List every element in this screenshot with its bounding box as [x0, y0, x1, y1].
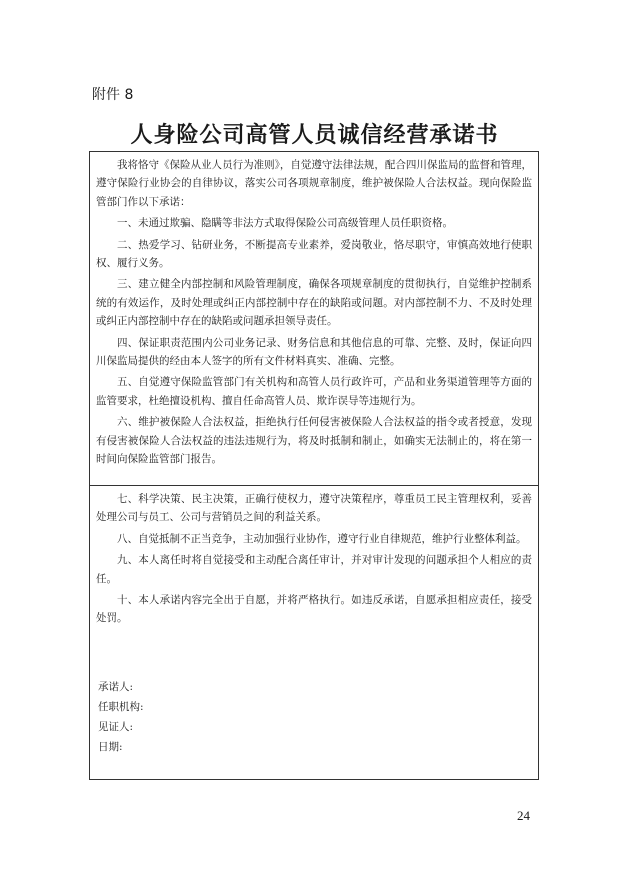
commitment-item-8: 八、自觉抵制不正当竞争，主动加强行业协作，遵守行业自律规范，维护行业整体利益。 — [117, 532, 527, 545]
page-number: 24 — [517, 808, 530, 823]
commitments-box-2 — [89, 485, 539, 780]
promisor-label: 承诺人: — [98, 681, 134, 693]
witness-label: 见证人: — [98, 721, 134, 733]
commitments-box-1 — [89, 151, 539, 486]
commitment-item-9: 九、本人离任时将自觉接受和主动配合离任审计，并对审计发现的问题承担个人相应的责任。 — [96, 554, 532, 585]
commitment-item-4: 四、保证职责范围内公司业务记录、财务信息和其他信息的可靠、完整、及时，保证向四川保监局提供的经由本人签字的所有文件材料真实、准确、完整。 — [96, 336, 532, 368]
intro-paragraph: 我将恪守《保险从业人员行为准则》，自觉遵守法律法规，配合四川保监局的监督和管理，遵守保险行业协会的自律协议，落实公司各项规章制度，维护被保险人合法权益。现向保险监管部门作以下承诺： — [96, 159, 532, 208]
organization-label: 任职机构: — [98, 701, 144, 713]
commitment-item-2: 二、热爱学习、钻研业务，不断提高专业素养，爱岗敬业，恪尽职守，审慎高效地行使职权、履行义务。 — [96, 238, 532, 270]
document-title: 人身险公司高管人员诚信经营承诺书 — [130, 122, 499, 148]
commitment-item-3: 三、建立健全内部控制和风险管理制度，确保各项规章制度的贯彻执行，自觉维护控制系统的有效运作，及时处理或纠正内部控制中存在的缺陷或问题。对内部控制不力、不及时处理或纠正内部控制中存在的缺陷或问题承担领导责任。 — [96, 278, 532, 328]
commitment-item-1: 一、未通过欺骗、隐瞒等非法方式取得保险公司高级管理人员任职资格。 — [117, 217, 453, 230]
commitment-item-10: 十、本人承诺内容完全出于自愿，并将严格执行。如违反承诺，自愿承担相应责任，接受处罚。 — [96, 594, 532, 625]
commitment-item-5: 五、自觉遵守保险监管部门有关机构和高管人员行政许可，产品和业务渠道管理等方面的监管要求，杜绝擅设机构、擅自任命高管人员、欺诈误导等违规行为。 — [96, 376, 532, 407]
date-label: 日期: — [98, 741, 123, 753]
commitment-item-6: 六、维护被保险人合法权益，拒绝执行任何侵害被保险人合法权益的指令或者授意，发现有侵害被保险人合法权益的违法违规行为，将及时抵制和制止，如确实无法制止的，将在第一时间向保险监管部门报告。 — [96, 416, 532, 466]
attachment-label: 附件 8 — [92, 87, 134, 103]
commitment-item-7: 七、科学决策、民主决策，正确行使权力，遵守决策程序，尊重员工民主管理权利，妥善处理公司与员工、公司与营销员之间的利益关系。 — [96, 493, 532, 524]
